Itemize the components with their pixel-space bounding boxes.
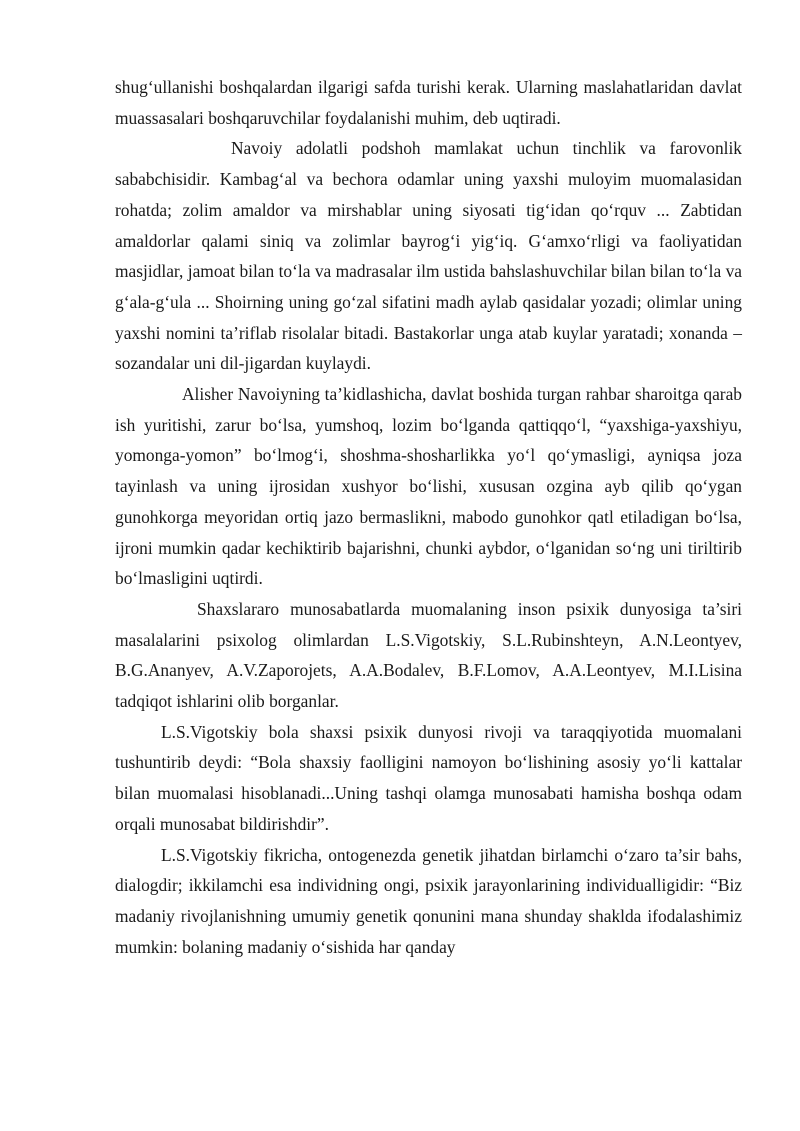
paragraph-1: shug‘ullanishi boshqalardan ilgarigi safda turishi kerak. Ularning maslahatlaridan davlat muassasalari boshqaruvchilar foydalanishi muhim, deb uqtiradi. <box>115 77 742 128</box>
paragraph-2: Navoiy adolatli podshoh mamlakat uchun tinchlik va farovonlik sababchisidir. Kambag‘al va bechora odamlar uning yaxshi muloyim muomalasidan rohatda; zolim amaldor va mirshablar uning siyosati tig‘idan qo‘rquv ... Zabtidan amaldorlar qalami siniq va zolimlar bayrog‘i yig‘iq. G‘amxo‘rligi va faoliyatidan masjidlar, jamoat bilan to‘la va madrasalar ilm ustida bahslashuvchilar bilan bilan to‘la va g‘ala-g‘ula ... Shoirning uning go‘zal sifatini madh aylab qasidalar yozadi; olimlar uning yaxshi nomini ta’riflab risolalar bitadi. Bastakorlar unga atab kuylar yaratadi; xonanda – sozandalar uni dil-jigardan kuylaydi. <box>115 138 742 374</box>
paragraph-6: L.S.Vigotskiy fikricha, ontogenezda genetik jihatdan birlamchi o‘zaro ta’sir bahs, dialogdir; ikkilamchi esa individning ongi, psixik jarayonlarining individualligidir: “Biz madaniy rivojlanishning umumiy genetik qonunini mana shunday shaklda ifodalashimiz mumkin: bolaning madaniy o‘sishida har qanday <box>115 844 742 957</box>
paragraph-3: Alisher Navoiyning ta’kidlashicha, davlat boshida turgan rahbar sharoitga qarab ish yuritishi, zarur bo‘lsa, yumshoq, lozim bo‘lganda qattiqqo‘l, “yaxshiga-yaxshiyu, yomonga-yomon” bo‘lmog‘i, shoshma-shosharlikka yo‘l qo‘ymasligi, ayniqsa joza tayinlash va uning ijrosidan xushyor bo‘lishi, xususan ozgina ayb qilib qo‘ygan gunohkorga meyoridan ortiq jazo bermaslikni, mabodo gunohkor qatl etiladigan bo‘lsa, ijroni mumkin qadar kechiktirib bajarishni, chunki aybdor, o‘lganidan so‘ng uni tiriltirib bo‘lmasligini uqtirdi. <box>115 384 742 589</box>
document-page <box>115 72 742 962</box>
paragraph-4: Shaxslararo munosabatlarda muomalaning inson psixik dunyosiga ta’siri masalalarini psixolog olimlardan L.S.Vigotskiy, S.L.Rubinshteyn, A.N.Leontyev, B.G.Ananyev, A.V.Zaporojets, A.A.Bodalev, B.F.Lomov, A.A.Leontyev, M.I.Lisina tadqiqot ishlarini olib borganlar. <box>115 598 742 712</box>
paragraph-5: L.S.Vigotskiy bola shaxsi psixik dunyosi rivoji va taraqqiyotida muomalani tushuntirib deydi: “Bola shaxsiy faolligini namoyon bo‘lishining asosiy yo‘li kattalar bilan muomalasi hisoblanadi...Uning tashqi olamga munosabati hamisha boshqa odam orqali munosabat bildirishdir”. <box>115 721 742 834</box>
